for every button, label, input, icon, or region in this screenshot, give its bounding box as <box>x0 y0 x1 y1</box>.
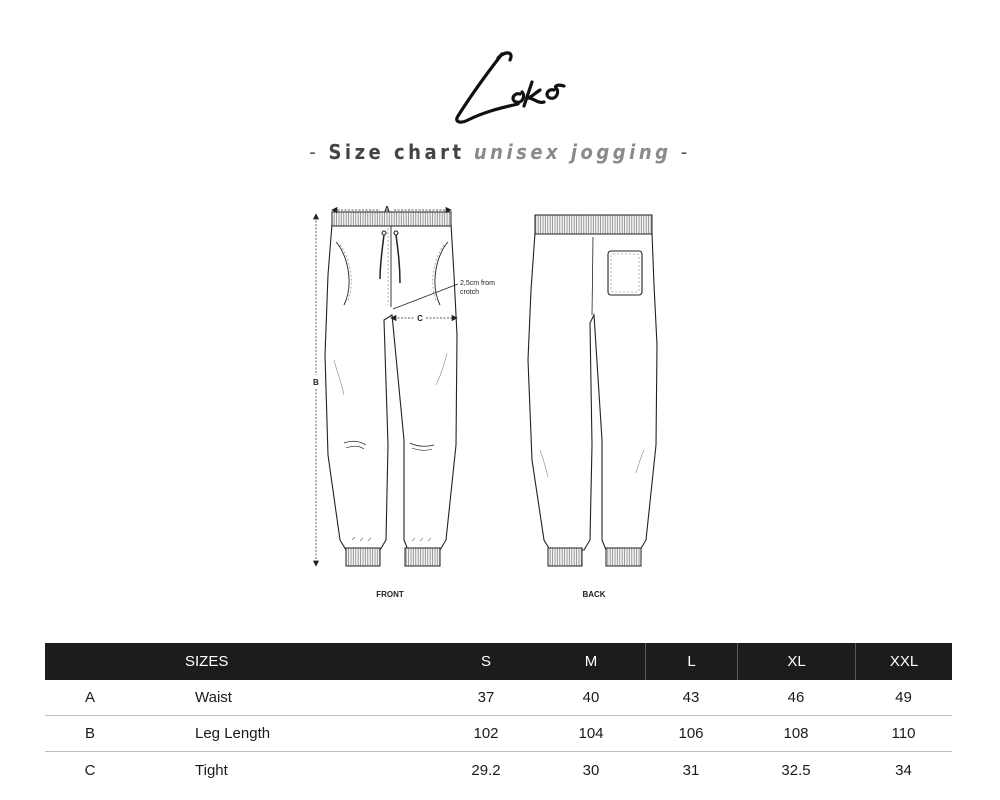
crotch-note-line2: crotch <box>460 289 480 296</box>
subtitle-accent: unisex jogging <box>473 140 672 164</box>
table-row <box>45 680 952 716</box>
subtitle-dash-right: - <box>680 140 691 164</box>
measure-c-label: C <box>417 314 423 323</box>
header-size-m: M <box>584 653 598 670</box>
row-measure-name: Tight <box>195 761 228 779</box>
cell-m: 40 <box>582 689 600 706</box>
subtitle-dash-left: - <box>309 140 320 164</box>
cell-l: 106 <box>678 725 704 742</box>
row-code: B <box>84 725 95 742</box>
subtitle <box>0 140 1000 164</box>
cell-xxl: 34 <box>895 761 912 779</box>
pants-technical-drawing <box>300 195 700 615</box>
header-size-l: L <box>645 643 737 680</box>
cell-m: 30 <box>582 761 600 779</box>
header-size-s: S <box>480 653 491 670</box>
brand-logo <box>440 42 580 132</box>
cell-s: 102 <box>473 725 499 742</box>
size-table-header <box>45 643 952 680</box>
cell-m: 104 <box>578 725 604 742</box>
measure-a-label: A <box>384 205 390 214</box>
measure-b <box>314 214 319 566</box>
front-label: FRONT <box>376 590 404 599</box>
header-size-xl: XL <box>737 643 855 680</box>
cell-xl: 46 <box>787 689 805 706</box>
front-view <box>325 212 457 566</box>
cell-l: 31 <box>682 761 700 779</box>
header-sizes: SIZES <box>185 653 229 670</box>
row-code: A <box>84 689 95 706</box>
measure-b-label: B <box>313 378 319 387</box>
cell-xl: 108 <box>783 725 809 742</box>
cell-s: 37 <box>477 689 495 706</box>
size-table <box>45 643 952 788</box>
cell-xl: 32.5 <box>781 761 811 779</box>
table-row <box>45 752 952 788</box>
table-row <box>45 716 952 752</box>
subtitle-plain: Size chart <box>328 140 465 164</box>
brand-logo-signature <box>440 42 580 132</box>
cell-l: 43 <box>682 689 700 706</box>
cell-xxl: 49 <box>895 689 912 706</box>
row-code: C <box>84 761 96 779</box>
cell-s: 29.2 <box>471 761 501 779</box>
crotch-note-line1: 2,5cm from <box>460 280 496 287</box>
row-measure-name: Waist <box>195 689 232 706</box>
row-measure-name: Leg Length <box>195 725 271 742</box>
cell-xxl: 110 <box>891 725 916 742</box>
header-size-xxl: XXL <box>855 643 952 680</box>
back-label: BACK <box>582 590 606 599</box>
back-view <box>528 215 657 566</box>
